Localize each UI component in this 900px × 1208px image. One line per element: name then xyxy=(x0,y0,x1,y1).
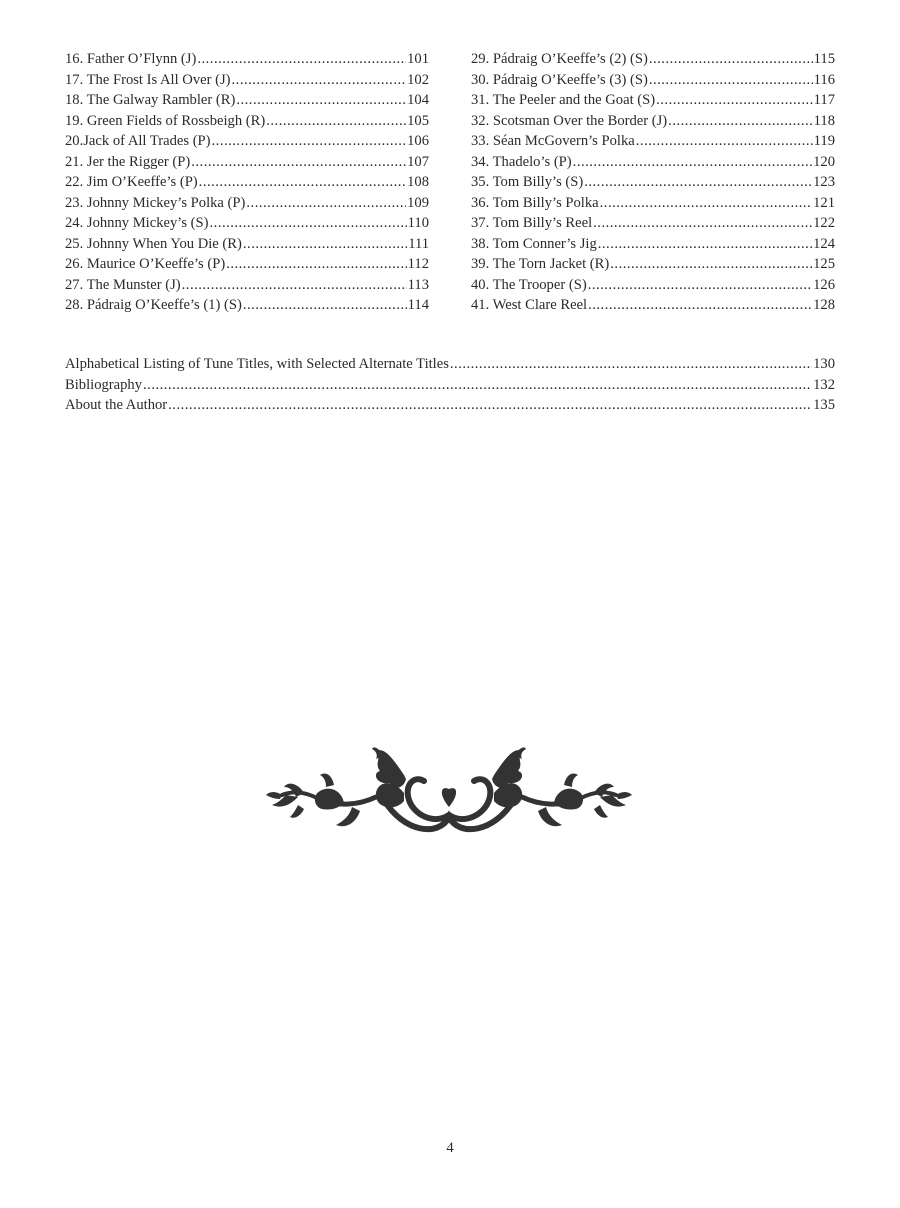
toc-entry-page-number: 132 xyxy=(813,376,835,393)
toc-entry xyxy=(65,49,429,70)
toc-entry-page-number: 113 xyxy=(407,276,429,293)
toc-entry xyxy=(65,213,429,234)
dot-leader xyxy=(598,234,812,255)
toc-entry-page-number: 116 xyxy=(813,71,835,88)
dot-leader xyxy=(243,295,407,316)
toc-entry xyxy=(65,375,835,396)
toc-entry xyxy=(471,275,835,296)
dot-leader xyxy=(212,131,407,152)
toc-entry-page-number: 124 xyxy=(813,235,835,252)
toc-entry-page-number: 105 xyxy=(407,112,429,129)
dot-leader xyxy=(450,354,812,375)
toc-entry-title: 18. The Galway Rambler (R) xyxy=(65,92,236,108)
toc-entry-title: 17. The Frost Is All Over (J) xyxy=(65,71,231,88)
toc-entry xyxy=(471,152,835,173)
toc-right-column xyxy=(471,49,835,316)
dot-leader xyxy=(610,254,812,275)
toc-entry xyxy=(471,193,835,214)
dot-leader xyxy=(236,90,406,111)
dot-leader xyxy=(584,172,812,193)
dot-leader xyxy=(210,213,407,234)
toc-entry-page-number: 112 xyxy=(407,256,429,272)
dot-leader xyxy=(656,90,813,111)
toc-entry xyxy=(471,234,835,255)
toc-entry xyxy=(65,70,429,91)
toc-entry-page-number: 119 xyxy=(813,133,835,149)
toc-entry-title: 33. Séan McGovern’s Polka xyxy=(471,133,635,149)
toc-entry xyxy=(65,295,429,316)
toc-entry-page-number: 104 xyxy=(407,92,429,108)
toc-entry-title: About the Author xyxy=(65,397,168,413)
dot-leader xyxy=(197,49,406,70)
toc-entry xyxy=(471,111,835,132)
toc-entry-title: 40. The Trooper (S) xyxy=(471,276,587,293)
toc-entry xyxy=(65,275,429,296)
toc-entry-title: 24. Johnny Mickey’s (S) xyxy=(65,215,209,231)
toc-entry-title: 23. Johnny Mickey’s Polka (P) xyxy=(65,194,246,211)
toc-entry xyxy=(65,395,835,416)
toc-entry-page-number: 101 xyxy=(407,51,429,67)
toc-entry-page-number: 115 xyxy=(813,51,835,67)
toc-entry-page-number: 102 xyxy=(407,71,429,88)
dot-leader xyxy=(266,111,406,132)
toc-entry-title: 38. Tom Conner’s Jig xyxy=(471,235,597,252)
toc-entry-page-number: 123 xyxy=(813,174,835,190)
toc-entry-page-number: 107 xyxy=(407,153,429,170)
toc-entry-page-number: 135 xyxy=(813,397,835,413)
toc-entry-title: 19. Green Fields of Rossbeigh (R) xyxy=(65,112,266,129)
dot-leader xyxy=(243,234,407,255)
toc-entry-title: 36. Tom Billy’s Polka xyxy=(471,194,599,211)
dot-leader xyxy=(199,172,406,193)
toc-entry xyxy=(65,131,429,152)
toc-entry-page-number: 130 xyxy=(813,356,835,372)
toc-entry-page-number: 114 xyxy=(407,297,429,313)
dot-leader xyxy=(232,70,407,91)
toc-entry-title: 25. Johnny When You Die (R) xyxy=(65,235,242,252)
dot-leader xyxy=(182,275,407,296)
toc-entry-page-number: 126 xyxy=(813,276,835,293)
toc-entry-title: 41. West Clare Reel xyxy=(471,297,588,313)
toc-entry-page-number: 120 xyxy=(813,153,835,170)
toc-entry xyxy=(471,70,835,91)
toc-entry-title: 28. Pádraig O’Keeffe’s (1) (S) xyxy=(65,297,242,313)
toc-entry-page-number: 106 xyxy=(407,133,429,149)
toc-entry-title: 37. Tom Billy’s Reel xyxy=(471,215,593,231)
toc-entry-title: 27. The Munster (J) xyxy=(65,276,181,293)
toc-entry xyxy=(65,90,429,111)
toc-entry xyxy=(471,90,835,111)
toc-entry-title: 20.Jack of All Trades (P) xyxy=(65,133,211,149)
toc-entry xyxy=(65,254,429,275)
dot-leader xyxy=(593,213,812,234)
dot-leader xyxy=(588,295,812,316)
dot-leader xyxy=(588,275,812,296)
dot-leader xyxy=(143,375,812,396)
toc-entry-page-number: 117 xyxy=(813,92,835,108)
toc-entry-title: 31. The Peeler and the Goat (S) xyxy=(471,92,656,108)
toc-entry-title: 21. Jer the Rigger (P) xyxy=(65,153,191,170)
toc-entry-page-number: 108 xyxy=(407,174,429,190)
toc-back-matter xyxy=(65,354,835,416)
dot-leader xyxy=(573,152,812,173)
toc-entry-page-number: 110 xyxy=(407,215,429,231)
toc-entry xyxy=(471,49,835,70)
toc-entry-page-number: 125 xyxy=(813,256,835,272)
toc-entry-title: Alphabetical Listing of Tune Titles, with Selected Alternate Titles xyxy=(65,356,449,372)
toc-entry xyxy=(471,254,835,275)
toc-entry-page-number: 128 xyxy=(813,297,835,313)
dot-leader xyxy=(636,131,813,152)
toc-entry-title: 29. Pádraig O’Keeffe’s (2) (S) xyxy=(471,51,648,67)
toc-entry-page-number: 118 xyxy=(813,112,835,129)
dot-leader xyxy=(600,193,812,214)
toc-entry-title: 34. Thadelo’s (P) xyxy=(471,153,572,170)
toc-entry-title: Bibliography xyxy=(65,376,143,393)
toc-entry-page-number: 111 xyxy=(408,235,429,252)
dot-leader xyxy=(191,152,406,173)
toc-entry-page-number: 122 xyxy=(813,215,835,231)
toc-entry xyxy=(65,193,429,214)
table-of-contents xyxy=(65,49,835,316)
dot-leader xyxy=(168,395,812,416)
dot-leader xyxy=(668,111,812,132)
toc-entry xyxy=(65,172,429,193)
toc-entry xyxy=(471,213,835,234)
toc-entry-title: 16. Father O’Flynn (J) xyxy=(65,51,197,67)
toc-entry-page-number: 109 xyxy=(407,194,429,211)
toc-entry-title: 22. Jim O’Keeffe’s (P) xyxy=(65,174,198,190)
toc-entry-title: 26. Maurice O’Keeffe’s (P) xyxy=(65,256,226,272)
toc-left-column xyxy=(65,49,429,316)
toc-entry-title: 32. Scotsman Over the Border (J) xyxy=(471,112,668,129)
toc-entry-title: 30. Pádraig O’Keeffe’s (3) (S) xyxy=(471,71,648,88)
toc-entry-page-number: 121 xyxy=(813,194,835,211)
toc-entry-title: 39. The Torn Jacket (R) xyxy=(471,256,610,272)
toc-entry xyxy=(471,295,835,316)
toc-entry xyxy=(65,234,429,255)
toc-entry-title: 35. Tom Billy’s (S) xyxy=(471,174,584,190)
dot-leader xyxy=(649,49,813,70)
toc-entry xyxy=(65,152,429,173)
toc-entry xyxy=(471,172,835,193)
page-number: 4 xyxy=(446,1140,454,1156)
dot-leader xyxy=(226,254,406,275)
toc-entry xyxy=(65,354,835,375)
toc-entry xyxy=(471,131,835,152)
dot-leader xyxy=(649,70,813,91)
floral-scroll-ornament-icon xyxy=(264,745,634,840)
toc-entry xyxy=(65,111,429,132)
dot-leader xyxy=(246,193,406,214)
